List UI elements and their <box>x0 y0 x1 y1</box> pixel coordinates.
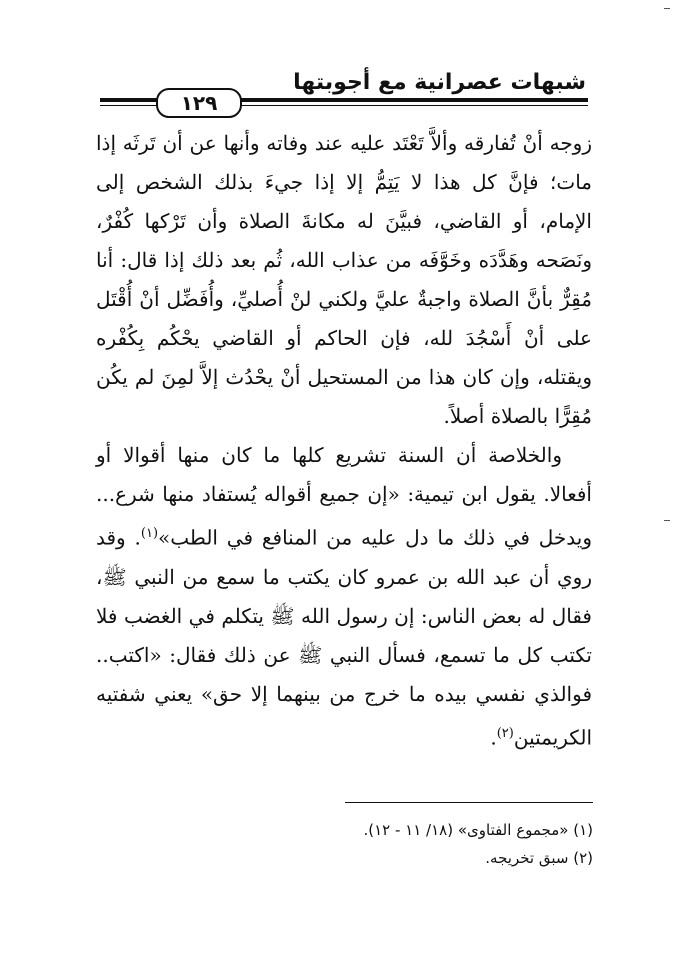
paragraph-text: . <box>490 725 497 750</box>
footnote: (٢) سبق تخريجه. <box>485 849 593 867</box>
paragraph-text: . وقد روي أن عبد الله بن عمرو كان يكتب ما سمع من النبي ﷺ، فقال له بعض الناس: إن رسول الله ﷺ يتكلم في الغضب فلا تكتب كل ما تسمع، فسأل النبي ﷺ عن ذلك فقال: «اكتب.. فوالذي نفسي بيده ما خرج من بينهما إلا حق» يعني شفتيه الكريمتين <box>96 525 592 750</box>
running-header-title: شبهات عصرانية مع أجوبتها <box>293 70 586 95</box>
paragraph-text: زوجه أنْ تُفارقه وألاَّ تَعْتَد عليه عند وفاته وأنها عن أن تَرثَه إذا مات؛ فإنَّ كل هذا لا يَتِمُّ إلا إذا جيءَ بذلك الشخص إلى الإمام، أو القاضي، فبيَّنَ له مكانةَ الصلاة وأن تَرْكها كُفْرٌ، ونَصَحه وهَدَّدَه وخَوَّفَه من عذاب الله، ثُم بعد ذلك إذا قال: أنا مُقِرٌّ بأنَّ الصلاة واجبةٌ عليَّ ولكني لنْ أُصليِّ، وأُفَضِّل أنْ أُقْتَل على أنْ أَسْجُدَ لله، فإن الحاكم أو القاضي يحْكُم بِكُفْره ويقتله، وإن كان هذا من المستحيل أنْ يحْدُث إلاَّ لمِنَ لم يكُن مُقِرًّا بالصلاة أصلاً. <box>96 131 592 428</box>
footnotes <box>260 816 593 872</box>
paragraph <box>96 436 592 757</box>
footnote: (١) «مجموع الفتاوى» (١٨/ ١١ - ١٢). <box>363 821 593 839</box>
page-edge-marks <box>660 0 670 964</box>
body-text <box>96 124 592 757</box>
paragraph-text: والخلاصة أن السنة تشريع كلها ما كان منها أقوالا أو أفعالا. يقول ابن تيمية: «إن جميع أقواله يُستفاد منها شرع... ويدخل في ذلك ما دل عليه من المنافع في الطب» <box>96 443 592 550</box>
footnote-reference[interactable]: (٢) <box>496 725 514 741</box>
footnote-reference[interactable]: (١) <box>140 526 159 541</box>
footnote-separator <box>345 802 593 803</box>
page-number: ١٢٩ <box>156 88 242 118</box>
paragraph <box>96 124 592 436</box>
